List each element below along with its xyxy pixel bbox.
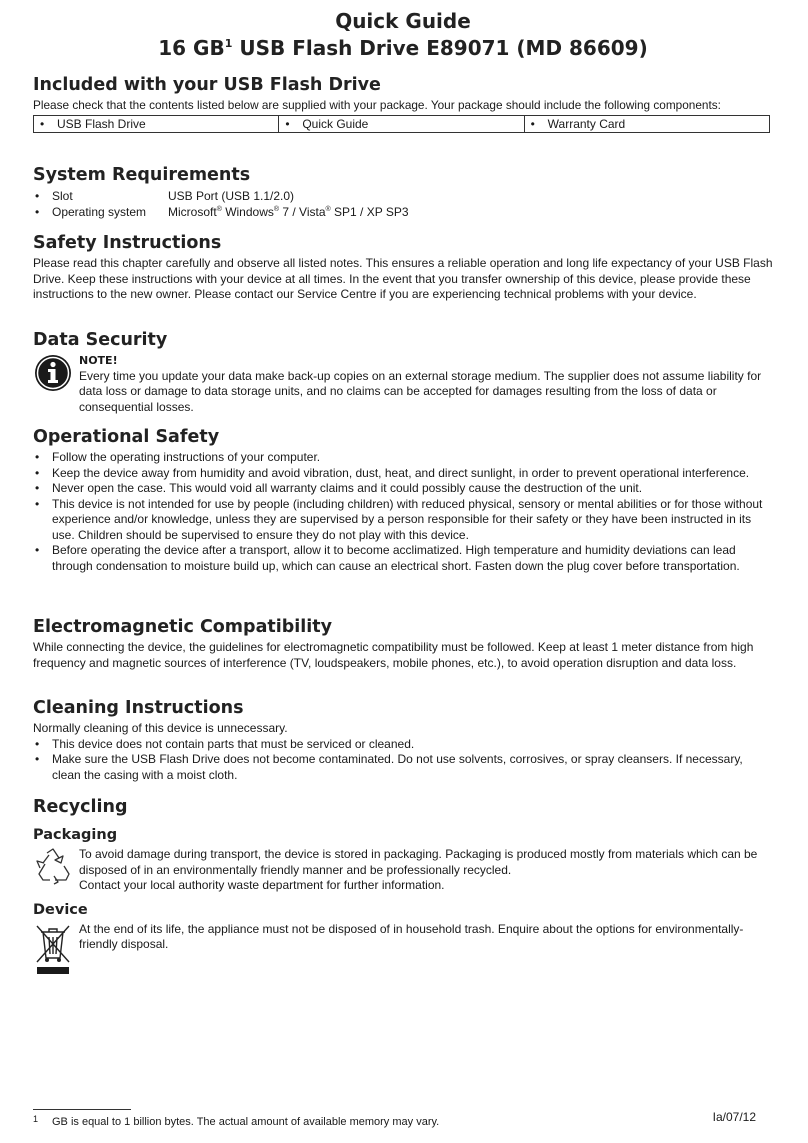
title-footnote-mark: 1	[224, 37, 233, 50]
requirement-key: • Slot	[33, 189, 168, 205]
requirement-value: USB Port (USB 1.1/2.0)	[168, 189, 295, 203]
included-cell	[279, 115, 524, 132]
list-item: • Keep the device away from humidity and avoid vibration, dust, heat, and direct sunlight, in order to prevent operational interference.	[33, 466, 773, 482]
operational-list	[33, 450, 773, 574]
heading-operational: Operational Safety	[33, 427, 220, 447]
device-text: At the end of its life, the appliance must not be disposed of in household trash. Enquire about the options for environmentally-friendly disposal.	[79, 921, 744, 951]
footnote	[33, 1114, 439, 1128]
section-requirements	[33, 164, 773, 220]
included-item: • USB Flash Drive	[38, 117, 146, 131]
note-label: NOTE!	[79, 354, 118, 367]
page-code: Ia/07/12	[712, 1110, 756, 1124]
list-item: • Before operating the device after a transport, allow it to become acclimatized. High temperature and humidity deviations can lead through condensation to moisture build up, which can cause an electrical short. Fasten down the plug cover before transportation.	[33, 543, 773, 574]
included-table	[33, 115, 770, 133]
heading-data-security: Data Security	[33, 330, 168, 350]
requirement-value: Microsoft® Windows® 7 / Vista® SP1 / XP SP3	[168, 204, 409, 219]
packaging-text-contact: Contact your local authority waste department for further information.	[79, 878, 445, 892]
footnote-divider	[33, 1109, 131, 1110]
title-product: USB Flash Drive E89071 (MD 86609)	[232, 36, 648, 60]
requirements-list	[33, 189, 773, 220]
section-recycling	[33, 796, 773, 980]
included-item: • Quick Guide	[283, 117, 368, 131]
note-content	[79, 353, 773, 415]
list-item: • Make sure the USB Flash Drive does not become contaminated. Do not use solvents, corrosives, or spray cleansers. If necessary, clean the casing with a moist cloth.	[33, 752, 773, 783]
heading-packaging: Packaging	[33, 827, 118, 843]
included-cell	[34, 115, 279, 132]
included-intro: Please check that the contents listed below are supplied with your package. Your package should include the following components:	[33, 98, 721, 112]
footnote-number: 1	[33, 1114, 39, 1124]
device-content	[79, 922, 773, 980]
section-included	[33, 74, 773, 133]
section-data-security	[33, 329, 773, 415]
list-item: • This device does not contain parts that must be serviced or cleaned.	[33, 737, 773, 753]
heading-safety: Safety Instructions	[33, 233, 222, 253]
heading-requirements: System Requirements	[33, 165, 251, 185]
emc-text: While connecting the device, the guidelines for electromagnetic compatibility must be followed. Keep at least 1 meter distance from high frequency and magnetic sources of interference (TV, loudspeakers, mobile phones, etc.), to avoid operation disruption and data loss.	[33, 640, 754, 670]
section-cleaning	[33, 697, 773, 783]
packaging-content	[79, 847, 773, 894]
requirement-key: • Operating system	[33, 205, 168, 221]
cleaning-intro: Normally cleaning of this device is unnecessary.	[33, 721, 288, 735]
requirement-row	[33, 205, 773, 221]
packaging-block	[33, 847, 773, 894]
info-icon	[33, 353, 79, 415]
title-line-1: Quick Guide	[335, 9, 471, 33]
list-item: • This device is not intended for use by people (including children) with reduced physical, sensory or mental abilities or for those without experience and/or knowledge, unless they are supervised by a person responsible for their safety or they have been instructed in its use. Children should be supervised to ensure they do not play with this device.	[33, 497, 773, 544]
section-operational	[33, 426, 773, 574]
footnote-text: GB is equal to 1 billion bytes. The actual amount of available memory may vary.	[52, 1116, 440, 1128]
device-block	[33, 922, 773, 980]
section-emc	[33, 616, 773, 671]
cleaning-body	[33, 721, 773, 783]
list-item: • Follow the operating instructions of your computer.	[33, 450, 773, 466]
heading-included: Included with your USB Flash Drive	[33, 75, 381, 95]
requirement-row	[33, 189, 773, 205]
recycle-icon	[33, 847, 79, 894]
included-item: • Warranty Card	[529, 117, 626, 131]
heading-device: Device	[33, 901, 88, 918]
included-cell	[524, 115, 769, 132]
section-safety	[33, 232, 773, 303]
document-title	[33, 8, 773, 62]
weee-bin-icon	[33, 922, 79, 980]
heading-emc: Electromagnetic Compatibility	[33, 617, 333, 637]
list-item: • Never open the case. This would void all warranty claims and it could possibly cause the destruction of the unit.	[33, 481, 773, 497]
note-block	[33, 353, 773, 415]
title-capacity: 16 GB	[158, 36, 225, 60]
safety-text: Please read this chapter carefully and observe all listed notes. This ensures a reliable operation and long life expectancy of your USB Flash Drive. Keep these instructions with your device at all times. In the event that you transfer ownership of this device, please provide these instructions to the new owner. Please contact our Service Centre if you are experiencing technical problems with your device.	[33, 256, 773, 301]
heading-recycling: Recycling	[33, 797, 128, 817]
note-text: Every time you update your data make back-up copies on an external storage medium. The supplier does not assume liability for data loss or damage to data storage units, and no claims can be accepted for damages resulting from the loss of data or consequential losses.	[79, 368, 762, 414]
packaging-text: To avoid damage during transport, the device is stored in packaging. Packaging is produced mostly from materials which can be disposed of in an environmentally friendly manner and be professionally recycled.	[79, 847, 758, 877]
title-line-2	[33, 35, 773, 62]
heading-cleaning: Cleaning Instructions	[33, 698, 244, 718]
document-page	[33, 8, 773, 951]
